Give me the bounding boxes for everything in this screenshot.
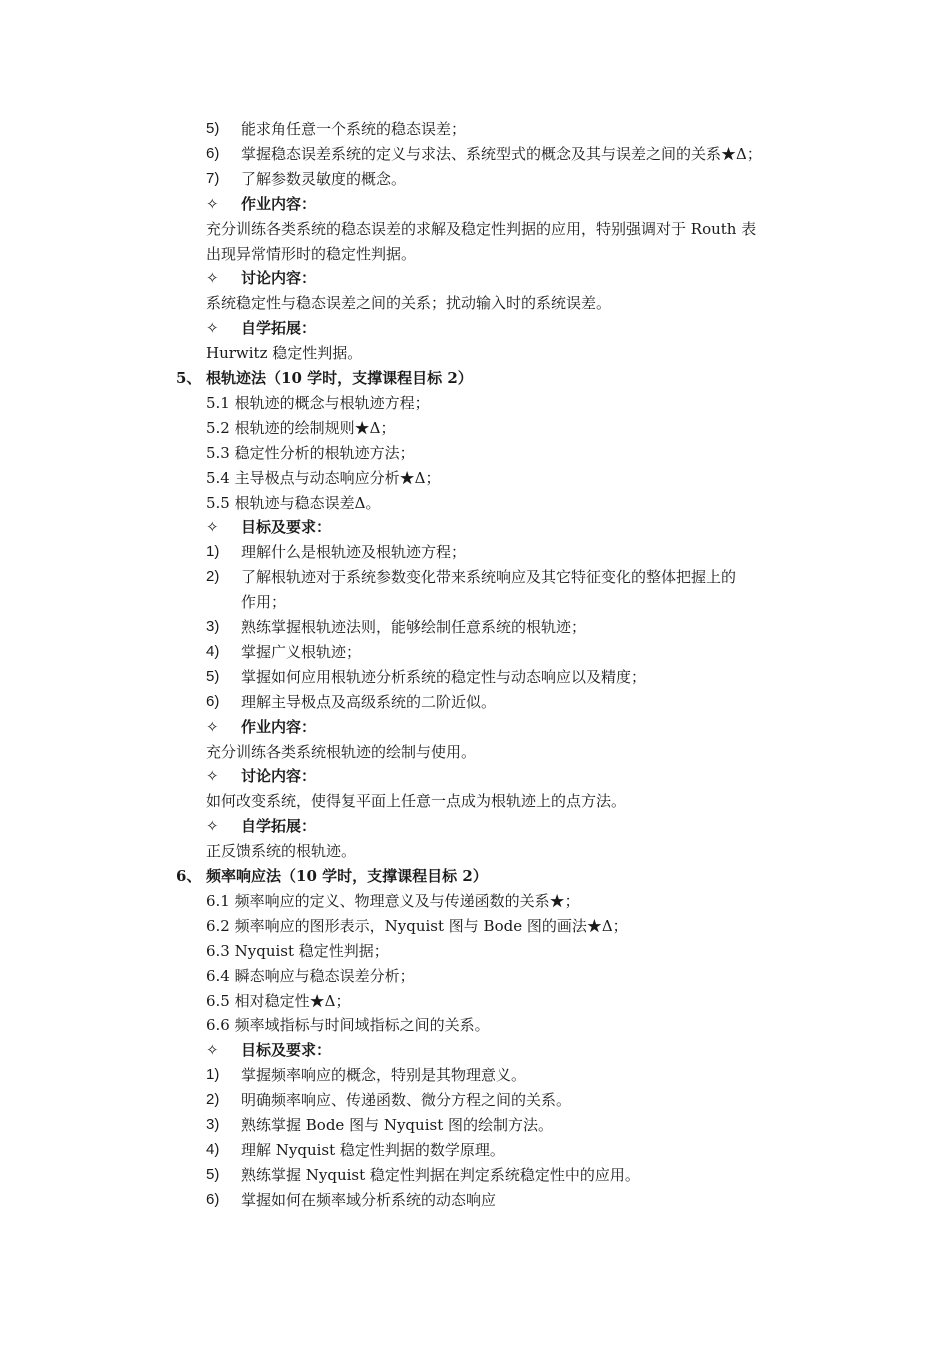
- subheading-text: 自学拓展：: [241, 817, 317, 836]
- list-text: 能求角任意一个系统的稳态误差；: [241, 120, 467, 138]
- diamond-star-icon: ✧: [206, 1041, 219, 1060]
- list-text: 熟练掌握 Bode 图与 Nyquist 图的绘制方法。: [241, 1116, 553, 1134]
- subheading-text: 讨论内容：: [241, 269, 317, 288]
- diamond-star-icon: ✧: [206, 269, 219, 288]
- section-title: 根轨迹法（10 学时，支撑课程目标 2）: [206, 369, 473, 387]
- list-text: 了解根轨迹对于系统参数变化带来系统响应及其它特征变化的整体把握上的: [241, 568, 737, 587]
- list-number: 2): [206, 568, 220, 586]
- paragraph-line: 系统稳定性与稳态误差之间的关系；扰动输入时的系统误差。: [206, 294, 612, 313]
- subheading: [206, 814, 316, 838]
- diamond-star-icon: ✧: [206, 194, 219, 213]
- list-number: 1): [206, 543, 220, 561]
- paragraph-line: 5.5 根轨迹与稳态误差Δ。: [206, 493, 381, 512]
- paragraph-line: 5.4 主导极点与动态响应分析★Δ；: [206, 468, 441, 487]
- paragraph-line: 6.4 瞬态响应与稳态误差分析；: [206, 966, 415, 985]
- diamond-star-icon: ✧: [206, 319, 219, 338]
- list-text: 掌握稳态误差系统的定义与求法、系统型式的概念及其与误差之间的关系★Δ；: [241, 144, 762, 163]
- paragraph-line: 6.3 Nyquist 稳定性判据；: [206, 941, 389, 960]
- list-number: 4): [206, 642, 220, 660]
- list-number: 4): [206, 1140, 220, 1158]
- list-text: 掌握如何应用根轨迹分析系统的稳定性与动态响应以及精度；: [241, 667, 647, 686]
- list-text: 熟练掌握 Nyquist 稳定性判据在判定系统稳定性中的应用。: [241, 1165, 640, 1184]
- subheading: [206, 192, 316, 216]
- diamond-star-icon: ✧: [206, 817, 219, 836]
- subheading-text: 目标及要求：: [241, 1041, 332, 1060]
- section-heading: [176, 864, 488, 888]
- list-number: 5): [206, 120, 220, 137]
- paragraph-line: 6.5 相对稳定性★Δ；: [206, 991, 351, 1010]
- subheading: [206, 764, 316, 788]
- section-number: 5、: [176, 369, 202, 387]
- paragraph-line: 如何改变系统，使得复平面上任意一点成为根轨迹上的点方法。: [206, 792, 627, 811]
- list-number: 3): [206, 618, 220, 635]
- paragraph-line: 6.1 频率响应的定义、物理意义及与传递函数的关系★；: [206, 891, 580, 910]
- list-text: 理解 Nyquist 稳定性判据的数学原理。: [241, 1140, 505, 1159]
- list-text: 理解什么是根轨迹及根轨迹方程；: [241, 543, 467, 562]
- list-number: 7): [206, 169, 220, 187]
- subheading-text: 目标及要求：: [241, 518, 332, 537]
- subheading-text: 作业内容：: [241, 194, 317, 213]
- paragraph-line: 正反馈系统的根轨迹。: [206, 842, 357, 861]
- paragraph-line: Hurwitz 稳定性判据。: [206, 344, 363, 363]
- list-number: 5): [206, 667, 220, 685]
- list-text: 熟练掌握根轨迹法则，能够绘制任意系统的根轨迹；: [241, 618, 587, 636]
- diamond-star-icon: ✧: [206, 767, 219, 786]
- list-number: 6): [206, 144, 220, 162]
- paragraph-line: 6.6 频率域指标与时间域指标之间的关系。: [206, 1016, 490, 1035]
- section-title: 频率响应法（10 学时，支撑课程目标 2）: [206, 867, 488, 885]
- diamond-star-icon: ✧: [206, 518, 219, 537]
- list-text: 明确频率响应、传递函数、微分方程之间的关系。: [241, 1091, 572, 1110]
- paragraph-line: 5.1 根轨迹的概念与根轨迹方程；: [206, 393, 430, 412]
- paragraph-line: 6.2 频率响应的图形表示，Nyquist 图与 Bode 图的画法★Δ；: [206, 916, 628, 935]
- list-number: 3): [206, 1116, 220, 1133]
- section-number: 6、: [176, 867, 202, 885]
- subheading: [206, 515, 331, 539]
- list-number: 6): [206, 692, 220, 710]
- subheading: [206, 316, 316, 340]
- list-number: 2): [206, 1091, 220, 1109]
- subheading-text: 作业内容：: [241, 717, 317, 736]
- list-text: 掌握频率响应的概念，特别是其物理意义。: [241, 1066, 527, 1085]
- paragraph-line: 充分训练各类系统的稳态误差的求解及稳定性判据的应用，特别强调对于 Routh 表: [206, 219, 757, 238]
- subheading-text: 讨论内容：: [241, 767, 317, 786]
- list-number: 1): [206, 1066, 220, 1084]
- list-text: 理解主导极点及高级系统的二阶近似。: [241, 692, 497, 711]
- list-text: 掌握如何在频率域分析系统的动态响应: [241, 1190, 497, 1209]
- list-text: 掌握广义根轨迹；: [241, 642, 362, 661]
- subheading-text: 自学拓展：: [241, 319, 317, 338]
- paragraph-line: 充分训练各类系统根轨迹的绘制与使用。: [206, 742, 477, 761]
- subheading: [206, 715, 316, 739]
- list-number: 6): [206, 1190, 220, 1208]
- subheading: [206, 266, 316, 290]
- list-text: 作用；: [241, 593, 287, 612]
- section-heading: [176, 366, 473, 390]
- list-text: 了解参数灵敏度的概念。: [241, 169, 407, 188]
- paragraph-line: 5.2 根轨迹的绘制规则★Δ；: [206, 418, 396, 437]
- paragraph-line: 5.3 稳定性分析的根轨迹方法；: [206, 443, 415, 462]
- diamond-star-icon: ✧: [206, 717, 219, 736]
- paragraph-line: 出现异常情形时的稳定性判据。: [206, 244, 417, 263]
- subheading: [206, 1038, 331, 1062]
- list-number: 5): [206, 1165, 220, 1183]
